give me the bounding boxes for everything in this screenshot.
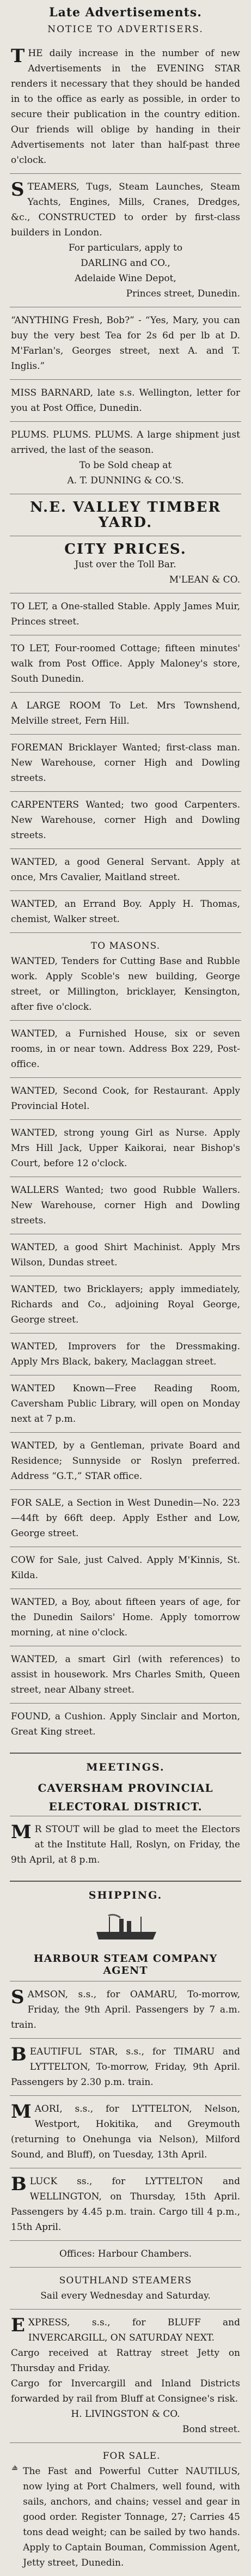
ad-servant: WANTED, a good General Servant. Apply at once, Mrs Cavalier, Maitland street. (10, 848, 241, 890)
ad-title: TO MASONS. (90, 941, 161, 951)
ad-board: WANTED, by a Gentleman, private Board and Residence; Sunnyside or Roslyn preferred. Address “G.T.,” STAR office. (10, 1432, 241, 1489)
meetings-subheading: CAVERSHAM PROVINCIAL ELECTORAL DISTRICT. (38, 1781, 213, 1813)
notice-dropcap: T (11, 45, 25, 67)
express-agent: H. LIVINGSTON & CO. (71, 2409, 180, 2420)
ad-nurse: WANTED, strong young Girl as Nurse. Apply Mrs Hill Jack, Upper Kaikorai, near Bishop's Court, before 12 o'clock. (10, 1119, 241, 1177)
southland-title: SOUTHLAND STEAMERS (59, 2275, 192, 2286)
ad-errand-boy: WANTED, an Errand Boy. Apply H. Thomas, chemist, Walker street. (10, 890, 241, 932)
ship-beautiful-star (10, 2038, 241, 2095)
ad-foreman: FOREMAN Bricklayer Wanted; first-class man. New Warehouse, corner High and Dowling streets. (10, 734, 241, 791)
ad-body: PLUMS. PLUMS. PLUMS. A large shipment just arrived, the last of the season. (11, 429, 240, 456)
ad-section: FOR SALE, a Section in West Dunedin—No. 223—44ft by 66ft deep. Apply Esther and Low, George street. (10, 1489, 241, 1547)
ad-line: DARLING and CO., (81, 258, 170, 269)
ad-cushion: FOUND, a Cushion. Apply Sinclair and Morton, Great King street. (10, 1703, 241, 1745)
ship-body: AORI, s.s., for LYTTELTON, Nelson, Westport, Hokitika, and Greymouth (returning to Onehunga via Nelson), Milford Sound, and Bluff), on Tuesday, 13th April. (11, 2104, 240, 2160)
express-forwarding: Cargo for Invercargill and Inland Districts forwarded by rail from Bluff at Consignee's risk. (11, 2378, 240, 2404)
ad-tea: “ANYTHING Fresh, Bob?” - “Yes, Mary, you can buy the very best Tea for 2s 6d per lb at D. M'Farlan's, Georges street, next A. and T. Inglis.” (10, 307, 241, 379)
ship-express (10, 2309, 241, 2442)
ad-line: Princes street, Dunedin. (126, 288, 240, 299)
for-sale-title: FOR SALE. (102, 2451, 161, 2462)
ad-dropcap: S (11, 179, 25, 201)
ad-cottage: TO LET, Four-roomed Cottage; fifteen minutes' walk from Post Office. Apply Maloney's store, South Dunedin. (10, 635, 241, 692)
ad-body: TEAMERS, Tugs, Steam Launches, Steam Yachts, Engines, Mills, Cranes, Dredges, &c., CONSTRUCTED to order by first-class builders in London. (11, 181, 240, 238)
ad-line: Adelaide Wine Depot, (75, 273, 176, 284)
for-sale-body: The Fast and Powerful Cutter NAUTILUS, now lying at Port Chalmers, well found, with sails, anchors, and chains; vessel and gear in good order. Register Tonnage, 27; Carries 45 tons dead weight; can be sailed by two hands. Apply to Captain Bouman, Commission Agent, Jetty street, Dunedin. (23, 2466, 240, 2568)
ad-line: For particulars, apply to (68, 243, 183, 253)
ad-cow: COW for Sale, just Calved. Apply M'Kinnis, St. Kilda. (10, 1547, 241, 1589)
ad-stable: TO LET, a One-stalled Stable. Apply James Muir, Princes street. (10, 593, 241, 635)
notice-body: HE daily increase in the number of new Advertisements in the EVENING STAR renders it necessary that they should be handed in to the office as early as possible, in order to secure their publication in the country edition. Our friends will oblige by handing in their Advertisements not later than half-past three o'clock. (11, 48, 240, 166)
ship-samson (10, 1981, 241, 2038)
ad-carpenters: CARPENTERS Wanted; two good Carpenters. New Warehouse, corner High and Dowling streets. (10, 791, 241, 848)
page-banner: Late Advertisements. (49, 5, 202, 20)
ship-bluck (10, 2168, 241, 2240)
ship-for-sale (10, 2442, 241, 2576)
shipping-agent: HARBOUR STEAM COMPANY AGENT (33, 1953, 218, 1977)
ship-body: EAUTIFUL STAR, s.s., for TIMARU and LYTTELTON, To-morrow, Friday, 9th April. Passengers by 2.30 p.m. train. (11, 2046, 240, 2088)
southland-line: Sail every Wednesday and Saturday. (40, 2290, 211, 2301)
ad-machinist: WANTED, a good Shirt Machinist. Apply Mrs Wilson, Dundas street. (10, 1234, 241, 1276)
ad-barnard: MISS BARNARD, late s.s. Wellington, letter for you at Post Office, Dunedin. (10, 379, 241, 421)
ad-line: A. T. DUNNING & CO.'S. (67, 475, 184, 486)
ad-city-prices (10, 536, 241, 593)
ship-maori (10, 2095, 241, 2168)
steamship-icon (10, 1912, 241, 1945)
express-cargo: Cargo received at Rattray street Jetty on Thursday and Friday. (11, 2348, 240, 2374)
ad-plums (10, 421, 241, 494)
ship-body: LUCK ss., for LYTTELTON and WELLINGTON, on Thursday, 15th April. Passengers by 4.45 p.m. train. Cargo till 4 p.m., 15th April. (11, 2176, 240, 2233)
meeting-dropcap: M (11, 1821, 32, 1843)
ship-dropcap: B (11, 2173, 27, 2195)
ad-masons (10, 932, 241, 1020)
ad-title: CITY PRICES. (64, 541, 187, 557)
ship-offices: Offices: Harbour Chambers. (10, 2240, 241, 2267)
meeting-body: R STOUT will be glad to meet the Electors at the Institute Hall, Roslyn, on Friday, the 9th April, at 8 p.m. (11, 1824, 240, 1865)
express-address: Bond street. (182, 2424, 240, 2435)
shipping-heading: SHIPPING. (88, 1889, 163, 1901)
meeting-text (10, 1816, 241, 1873)
ad-furnished-house: WANTED, a Furnished House, six or seven rooms, in or near town. Address Box 229, Post-office. (10, 1020, 241, 1077)
ship-dropcap: B (11, 2044, 27, 2065)
ad-reading-room: WANTED Known—Free Reading Room, Caversham Public Library, will open on Monday next at 7 p.m. (10, 1375, 241, 1432)
ad-cook: WANTED, Second Cook, for Restaurant. Apply Provincial Hotel. (10, 1077, 241, 1119)
ad-timber-yard: N.E. VALLEY TIMBER YARD. (10, 494, 241, 536)
ship-dropcap: E (11, 2314, 25, 2336)
southland-steamers (10, 2267, 241, 2309)
ship-body: AMSON, s.s., for OAMARU, To-morrow, Friday, the 9th April. Passengers by 7 a.m. train. (11, 1989, 240, 2031)
ad-bricklayers: WANTED, two Bricklayers; apply immediately, Richards and Co., adjoining Royal George, George street. (10, 1276, 241, 1333)
ad-line: To be Sold cheap at (79, 460, 172, 471)
ad-girl: WANTED, a smart Girl (with references) to assist in housework. Mrs Charles Smith, Queen street, near Albany street. (10, 1646, 241, 1703)
ship-body: XPRESS, s.s., for BLUFF and INVERCARGILL, ON SATURDAY NEXT. (28, 2317, 240, 2343)
ad-wallers: WALLERS Wanted; two good Rubble Wallers. New Warehouse, corner High and Dowling streets. (10, 1177, 241, 1234)
meetings-heading: MEETINGS. (86, 1761, 165, 1773)
ship-dropcap: M (11, 2101, 32, 2123)
notice-text (10, 40, 241, 173)
ad-line: Just over the Toll Bar. (75, 559, 176, 570)
ad-large-room: A LARGE ROOM To Let. Mrs Townshend, Melville street, Fern Hill. (10, 692, 241, 734)
ship-dropcap: S (11, 1986, 25, 2008)
ad-improvers: WANTED, Improvers for the Dressmaking. Apply Mrs Black, bakery, Maclaggan street. (10, 1333, 241, 1375)
ad-line: M'LEAN & CO. (169, 574, 240, 585)
sailing-ship-icon (11, 2448, 19, 2487)
notice-title: NOTICE TO ADVERTISERS. (47, 24, 204, 35)
section-divider (10, 1881, 241, 1882)
ad-body: WANTED, Tenders for Cutting Base and Rubble work. Apply Scoble's new building, George street, or Millington, bricklayer, Kensington, after five o'clock. (11, 956, 240, 1013)
section-divider (10, 1753, 241, 1754)
ad-steamers (10, 173, 241, 307)
ad-boy: WANTED, a Boy, about fifteen years of age, for the Dunedin Sailors' Home. Apply tomorrow morning, at nine o'clock. (10, 1589, 241, 1646)
